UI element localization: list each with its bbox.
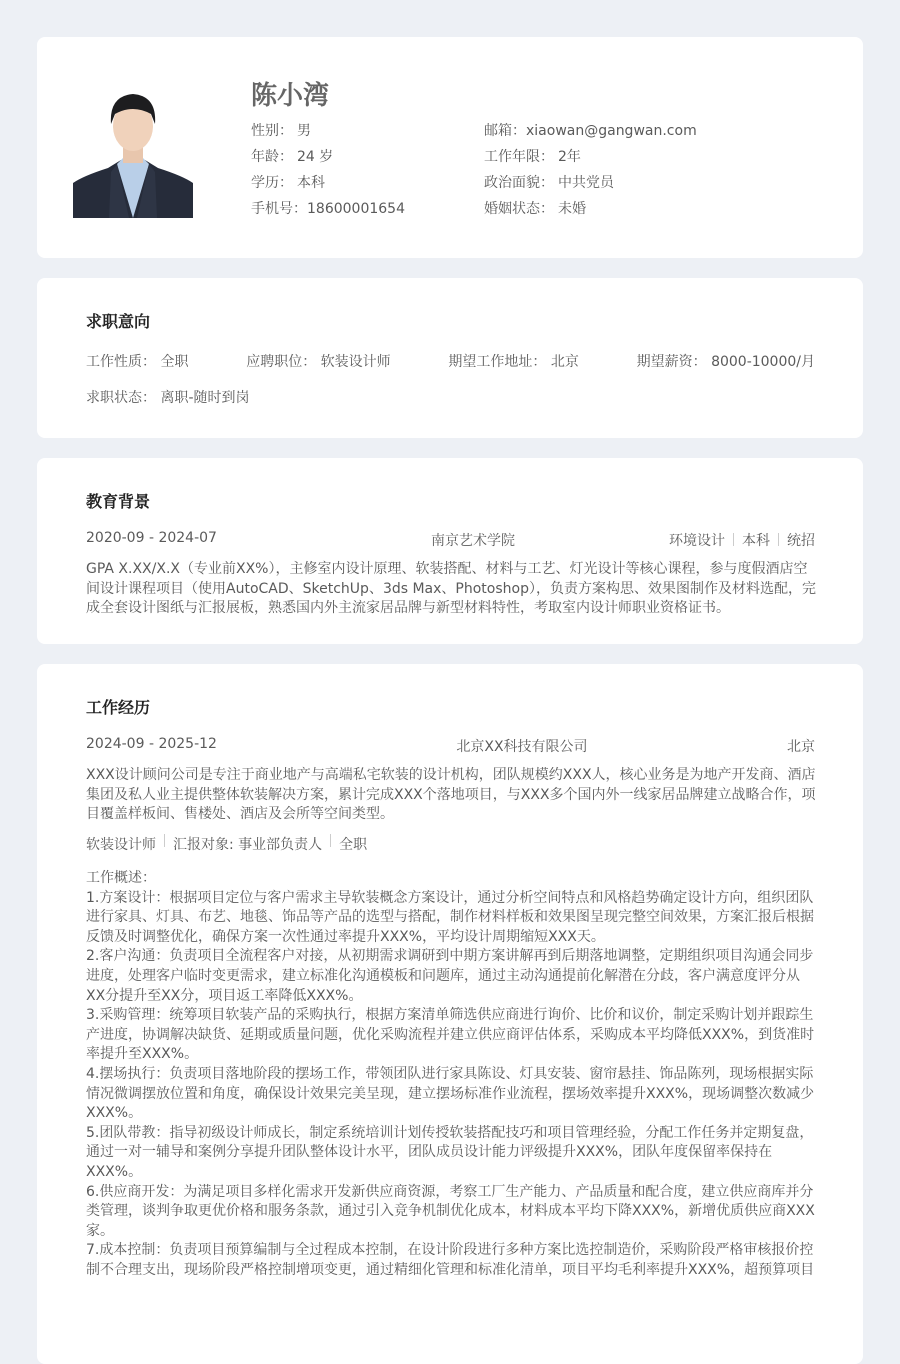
section-title: 教育背景 (86, 492, 151, 511)
work-summary: 工作概述： 1.方案设计：根据项目定位与客户需求主导软装概念方案设计，通过分析空间特点和风格趋势确定设计方向，组织团队进行家具、灯具、布艺、地毯、饰品等产品的选型与搭配，制作材料样板和效果图呈现完整空间效果，方案汇报后根据反馈及时调整优化，确保方案一次性通过率提升XXX%，平均设计周期缩短XXX天。 2.客户沟通：负责项目全流程客户对接，从初期需求调研到中期方案讲解再到后期落地调整，定期组织项目沟通会同步进度，处理客户临时变更需求，建立标准化沟通模板和问题库，通过主动沟通提前化解潜在分歧，客户满意度评分从XX分提升至XX分，项目返工率降低XXX%。 3.采购管理：统筹项目软装产品的采购执行，根据方案清单筛选供应商进行询价、比价和议价，制定采购计划并跟踪生产进度，协调解决缺货、延期或质量问题，优化采购流程并建立供应商评估体系，采购成本平均降低XXX%，到货准时率提升至XXX%。 4.摆场执行：负责项目落地阶段的摆场工作，带领团队进行家具陈设、灯具安装、窗帘悬挂、饰品陈列，现场根据实际情况微调摆放位置和角度，确保设计效果完美呈现，建立摆场标准作业流程，摆场效率提升XXX%，现场调整次数减少XXX%。 5.团队带教：指导初级设计师成长，制定系统培训计划传授软装搭配技巧和项目管理经验，分配工作任务并定期复盘，通过一对一辅导和案例分享提升团队整体设计水平，团队成员设计能力评级提升XXX%，团队年度保留率保持在XXX%。 6.供应商开发：为满足项目多样化需求开发新供应商资源，考察工厂生产能力、产品质量和配合度，建立供应商库并分类管理，谈判争取更优价格和服务条款，通过引入竞争机制优化成本，材料成本平均下降XXX%，新增优质供应商XXX家。 7.成本控制：负责项目预算编制与全过程成本控制，在设计阶段进行多种方案比选控制造价，采购阶段严格审核报价控制不合理支出，现场阶段严格控制增项变更，通过精细化管理和标准化清单，项目平均毛利率提升XXX%，超预算项目 (86, 869, 817, 1280)
work-header (86, 736, 815, 756)
info-marital: 婚姻状态： 未婚 (484, 201, 586, 217)
work-point: 3.采购管理：统筹项目软装产品的采购执行，根据方案清单筛选供应商进行询价、比价和议价，制定采购计划并跟踪生产进度，协调解决缺货、延期或质量问题，优化采购流程并建立供应商评估体系，采购成本平均降低XXX%，到货准时率提升至XXX%。 (86, 1007, 815, 1063)
intent-row (86, 351, 815, 371)
candidate-name: 陈小湾 (251, 81, 330, 111)
info-education: 学历： 本科 (251, 175, 325, 191)
info-political: 政治面貌： 中共党员 (484, 175, 614, 191)
work-point: 5.团队带教：指导初级设计师成长，制定系统培训计划传授软装搭配技巧和项目管理经验，分配工作任务并定期复盘，通过一对一辅导和案例分享提升团队整体设计水平，团队成员设计能力评级提升XXX%，团队年度保留率保持在XXX%。 (86, 1124, 814, 1180)
info-phone: 手机号：18600001654 (251, 201, 405, 217)
info-work-years: 工作年限： 2年 (484, 149, 581, 165)
work-point: 6.供应商开发：为满足项目多样化需求开发新供应商资源，考察工厂生产能力、产品质量和配合度，建立供应商库并分类管理，谈判争取更优价格和服务条款，通过引入竞争机制优化成本，材料成本平均下降XXX%，新增优质供应商XXX家。 (86, 1183, 815, 1239)
education-tags: 环境设计 本科 统招 (668, 533, 815, 549)
profile-card (37, 37, 863, 258)
info-email: 邮箱：xiaowan@gangwan.com (484, 123, 697, 139)
work-point: 1.方案设计：根据项目定位与客户需求主导软装概念方案设计，通过分析空间特点和风格趋势确定设计方向，组织团队进行家具、灯具、布艺、地毯、饰品等产品的选型与搭配，制作材料样板和效果图呈现完整空间效果，方案汇报后根据反馈及时调整优化，确保方案一次性通过率提升XXX%，平均设计周期缩短XXX天。 (86, 889, 814, 945)
education-card (37, 458, 863, 644)
company-intro: XXX设计顾问公司是专注于商业地产与高端私宅软装的设计机构，团队规模约XXX人，核心业务是为地产开发商、酒店集团及私人业主提供整体软装解决方案，累计完成XXX个落地项目，与XXX多个国内外一线家居品牌建立战略合作，项目覆盖样板间、售楼处、酒店及会所等空间类型。 (86, 767, 816, 823)
intent-type: 工作性质： 全职 (86, 354, 189, 370)
work-city: 北京 (786, 739, 815, 755)
work-tags: 软装设计师 汇报对象: 事业部负责人 全职 (86, 834, 815, 854)
basic-info-right (484, 118, 697, 222)
info-age: 年龄： 24 岁 (251, 149, 334, 165)
intent-salary: 期望薪资： 8000-10000/月 (636, 354, 815, 370)
intent-location: 期望工作地址： 北京 (448, 354, 579, 370)
education-period: 2020-09 - 2024-07 (86, 530, 217, 546)
education-description: GPA X.XX/X.X（专业前XX%），主修室内设计原理、软装搭配、材料与工艺、灯光设计等核心课程，参与度假酒店空间设计课程项目（使用AutoCAD、SketchUp、3ds Max、Photoshop），负责方案构思、效果图制作及材料选配，完成全套设计图纸与汇报展板，熟悉国内外主流家居品牌与新型材料特性，考取室内设计师职业资格证书。 (86, 561, 816, 617)
intent-status: 求职状态： 离职-随时到岗 (86, 390, 250, 406)
work-period: 2024-09 - 2025-12 (86, 736, 217, 752)
job-intent-card (37, 278, 863, 438)
basic-info-left (251, 118, 405, 222)
work-point: 7.成本控制：负责项目预算编制与全过程成本控制，在设计阶段进行多种方案比选控制造价，采购阶段严格审核报价控制不合理支出，现场阶段严格控制增项变更，通过精细化管理和标准化清单，项目平均毛利率提升XXX%，超预算项目 (86, 1242, 815, 1278)
work-point: 4.摆场执行：负责项目落地阶段的摆场工作，带领团队进行家具陈设、灯具安装、窗帘悬挂、饰品陈列，现场根据实际情况微调摆放位置和角度，确保设计效果完美呈现，建立摆场标准作业流程，摆场效率提升XXX%，现场调整次数减少XXX%。 (86, 1065, 815, 1122)
section-title: 工作经历 (86, 698, 151, 717)
education-school: 南京艺术学院 (430, 533, 515, 549)
work-card (37, 664, 863, 1364)
avatar (73, 88, 193, 218)
section-title: 求职意向 (86, 312, 151, 331)
work-company: 北京XX科技有限公司 (456, 739, 588, 755)
intent-position: 应聘职位： 软装设计师 (246, 354, 391, 370)
info-gender: 性别： 男 (251, 123, 311, 139)
education-header (86, 530, 815, 550)
work-point: 2.客户沟通：负责项目全流程客户对接，从初期需求调研到中期方案讲解再到后期落地调整，定期组织项目沟通会同步进度，处理客户临时变更需求，建立标准化沟通模板和问题库，通过主动沟通提前化解潜在分歧，客户满意度评分从XX分提升至XX分，项目返工率降低XXX%。 (86, 948, 814, 1004)
